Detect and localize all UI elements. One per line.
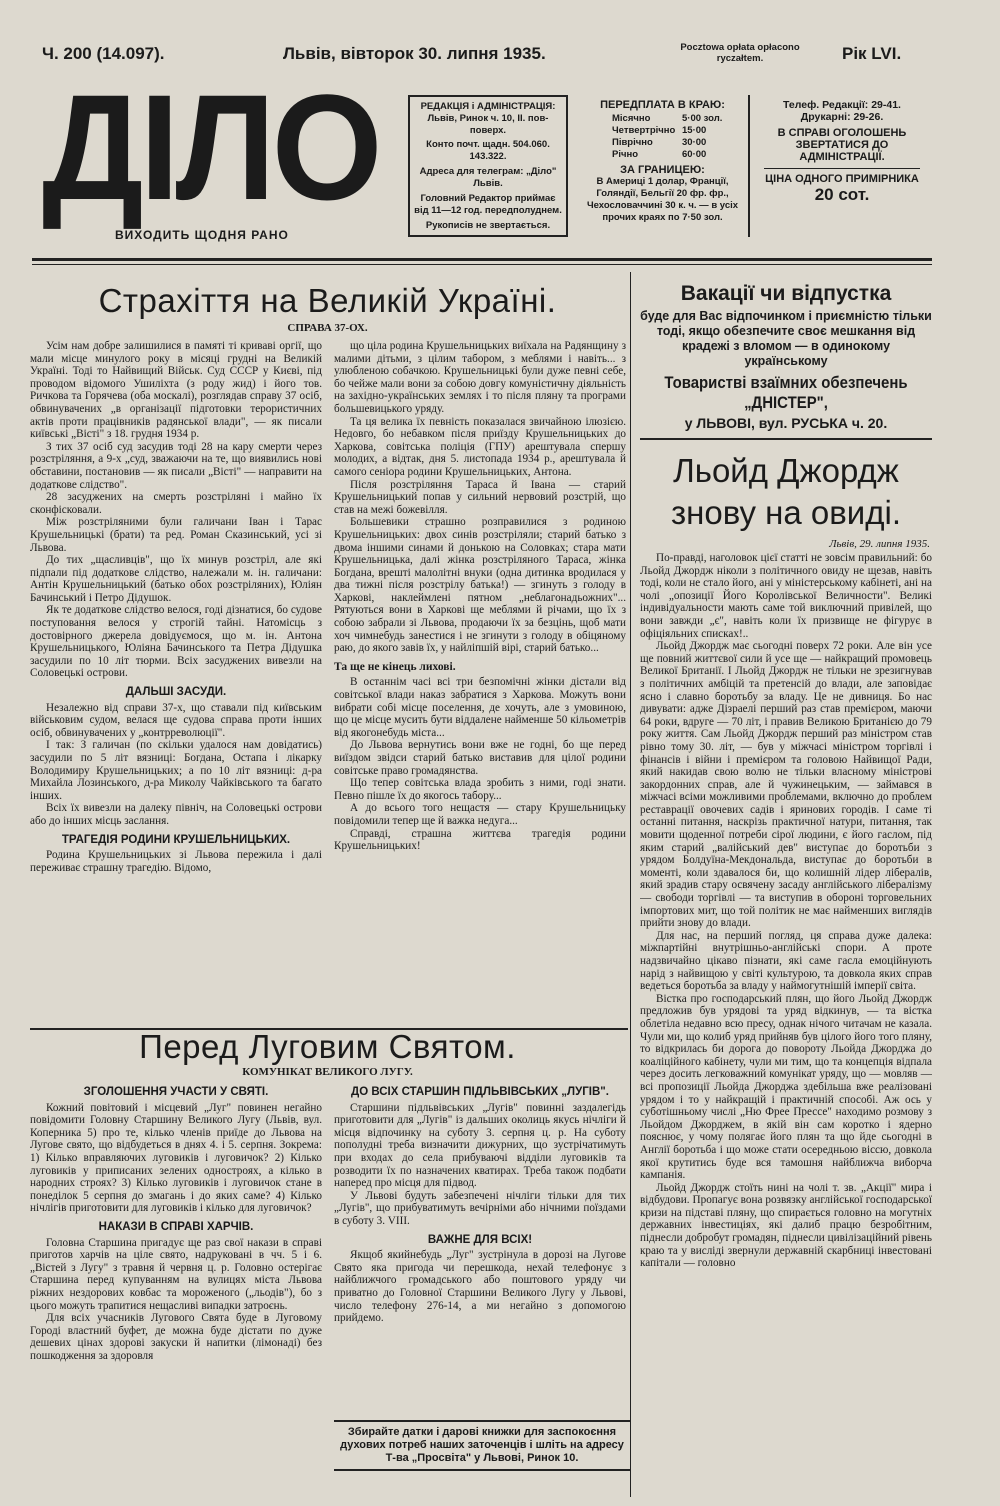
- subscription-row: [612, 149, 743, 161]
- telegram-address: Адреса для телеграм: „Діло" Львів.: [419, 166, 557, 189]
- subscription-period: Піврічно: [612, 137, 653, 148]
- newspaper-title: ДІЛО: [42, 63, 379, 231]
- address-floor: поверх.: [469, 125, 507, 136]
- subscription-row: [612, 113, 743, 125]
- phone-print: Друкарні: 29-26.: [800, 111, 884, 123]
- paragraph: що ціла родина Крушельницьких виїхала на Радянщину з малими дітьми, з цілим табором, з меблями і навіть... з улюбленою собачкою. Крушельницькі були дуже певні себе, бо чейже мали вони за собою довгу комуністичну діяльність на західно-українських землях і то після пляну та програми большевицького уряду.: [334, 340, 626, 415]
- paragraph: Між розстріляними були галичани Іван і Тарас Крушельницькі (брати) та ред. Роман Сказинський, усі зі Львова.: [30, 516, 322, 554]
- dateline: Львів, вівторок 30. липня 1935.: [283, 44, 546, 63]
- paragraph: Льойд Джордж стоїть нині на чолі т. зв. „Акції" мира і відбудови. Пропагує вона розвязку англійської господарської кризи на підставі пляну, що спирається головно на могутніх державних інвестиціях, які далиб працю безробітним, піднесли добробут громадян, піднесли цивілізаційний рівень краю та у вислідi звернули державній скарбниці інвестовані капітали — головно: [640, 1181, 932, 1270]
- paragraph: Як те додаткове слідство велося, годі дізнатися, бо судове поступовання велося у строгій тайні. Натомісць з достовірного джерела довідуємося, що м. ін. Антона Крушельницького, Юліяна Бачинського та Петра Дідушка засудили по 10 літ тюрми. Всіх засуджених вивезли на Соловецькі острови.: [30, 604, 322, 680]
- paragraph: Для нас, на перший погляд, ця справа дуже далека: міжпартійні внутрішньо-англійські спори. А проте надзвичайно цікаво пізнати, які саме гасла емоційнують нарід з найвищою у світі культурою, та довкола яких справ ведеться боротьба за владу у наймогутнішій імперії світа.: [640, 929, 932, 993]
- article2-col2-title: ДО ВСІХ СТАРШИН ПІДЛЬВІВСЬКИХ „ЛУГІВ".: [351, 1086, 609, 1098]
- article1-headline: Страхіття на Великій Україні.: [98, 282, 557, 319]
- article1-col1-body: [30, 340, 322, 680]
- paragraph: 28 засуджених на смерть розстріляні і майно їх сконфісковали.: [30, 491, 322, 516]
- postage-note: Pocztowa opłata opłacono ryczałtem.: [680, 42, 800, 64]
- paragraph: Що тепер совітська влада зробить з ними, годі знати. Певно пішле їх до якогось табору...: [334, 777, 626, 802]
- editor-hours: Головний Редактор приймає від 11—12 год. передполуднем.: [414, 193, 562, 216]
- paragraph: Льойд Джордж має сьогодні поверх 72 роки. Але він усе ще повний життєвої сили й усе ще — найкращий промовець Великої Британії. І Льойд Джордж не тільки не зрезигнував з політичних амбіцій та претенсій до влади, але заповідає ясно і славно боротьбу за владу. Це не дивниця. Бо нас дивувати: адже Дізраелі перший раз став премієром, маючи 64 роки, вдруге — 70 літ, і правив Великою Британією до 79 року життя. Сам Льойд Джордж перший раз міністром став рівно тому 30. літ, — був у міжчасі міністром торгівлі і фінансів і війни і премієром та головою Найвищої Ради, який накидав свою волю не тільки власному міністрові закордонних справ, але й чужинецьким, — займався в міжчасі всіми можливими проблемами, включно до проблем реставрації овочевих садів і яринових городів. І саме ті останні питання, наскрізь практичної натури, питання, так мовити щоденної потреби сірої людини, є його гаслом, під яким старий „валійський дев" виступає до боротьби з урядом Болдуїна-Мекдональда, виступає до боротьби в моменті, коли здавалося би, що колишній лідер лібералів, який зрадив стару освячену засаду англійського лібералізму — свободи торгівлі — та виступив в обороні торговельних імпортових мит, що той політик не має найменших виглядів прийти знову до влади.: [640, 640, 932, 930]
- paragraph: Справді, страшна життєва трагедія родини Крушельницьких!: [334, 827, 626, 853]
- subscription-rows: [612, 113, 743, 161]
- editorial-address: [412, 113, 564, 137]
- subscription-period: Річно: [612, 149, 639, 160]
- subscription-period: Місячно: [612, 113, 651, 124]
- paragraph: Незалежно від справи 37-х, що ставали під київським військовим судом, велася ще судова справа проти інших осіб, обвинувачених у „контрреволюції".: [30, 701, 322, 739]
- paragraph: По-правді, наголовок цієї статті не зовсім правильний: бо Льойд Джордж ніколи з політичного овиду не щезав, навіть тоді, коли не стало його, ані у міністерському кабінеті, ані на чолі „опозиції Його Королівської Величности". Великі індивідуальности мають саме той виключний привілей, що вони завжди „є", навіть коли їх призвище не фігурує в офіціяльних списках!..: [640, 552, 932, 640]
- konto-row: [412, 139, 564, 163]
- article1-col2-body: [334, 340, 626, 655]
- article2-col1-title2: НАКАЗИ В СПРАВІ ХАРЧІВ.: [98, 1220, 254, 1233]
- paragraph: Кожний повітовий і місцевий „Луг" повинен негайно повідомити Головну Старшину Великого Лугу (Львів, вул. Коперника 5) про те, кілько членів приїде до Львова на Лугове свято, що відбудеться в днях 4. і 5. серпня. Зокрема: 1) Кілько вправляючих луговиків і луговичок? 2) Кілько луговиків у приписаних зелених однострoях, а кілько в народних строях? 3) Кілько луговиків і луговичок стане в понеділок 5 серпня до змагань і до яких саме? 4) Кілько нічлігів приготовити для луговиків і кілько для луговичок?: [30, 1101, 322, 1215]
- phone-box: [752, 95, 932, 237]
- paragraph: І так: З галичан (по скільки удалося нам довідатись) засудили по 5 літ вязниці: Богдана, Остапа і лікарку Володимиру Крушельницьких; а по 10 літ вязниці: д-ра Михайла Лозинського, д-ра Миколу Чайківського та багато інших.: [30, 739, 322, 802]
- subscription-price: 15·00: [682, 125, 707, 136]
- article1-section3-body: [30, 849, 322, 874]
- abroad-title: ЗА ГРАНИЦЕЮ:: [620, 164, 705, 176]
- paragraph: Головна Старшина пригадує ще раз свої накази в справі приготов харчів на ціле свято, надруковані в чч. 5 і 6. „Вістей з Лугу" з травня й червня ц. р. Головно остерігає Старшина перед купуванням на вулицях міста Львова ріжних нездорових ковбас та мороженого („льодів"), бо з цього можуть трапитися нещасливі випадки затроєнь.: [30, 1236, 322, 1312]
- article2-col2: [334, 1080, 626, 1420]
- price-value: 20 сот.: [814, 185, 870, 204]
- subscription-row: [612, 125, 743, 137]
- paragraph: Родина Крушельницьких зі Львова пережила і далі переживає страшну трагедію. Відомо,: [30, 849, 322, 874]
- column-divider: [630, 272, 631, 1497]
- paragraph: В останнім часі всі три безпомічні жінки дістали від совітської влади наказ забратися з Харкова. Можуть вони вибрати собі місце поселення, де хочуть, але з умовиною, що це місце мусить бути віддалене найменше 50 кільометрів від якогонебудь міста...: [334, 676, 626, 739]
- article1-col1: [30, 340, 322, 1030]
- article1-col2-body-b: [334, 676, 626, 852]
- konto-label: Конто почт. щадн.: [426, 139, 511, 150]
- subscription-price: 5·00 зол.: [682, 113, 723, 124]
- insurance-ad-body: буде для Вас відпочинком і приємністю тільки тоді, якщо обезпечите своє мешкання від крадежі з вломом — в одинокому українському: [640, 309, 932, 368]
- subscription-price: 60·00: [682, 149, 707, 160]
- subscription-period: Четвертрічно: [612, 125, 676, 136]
- article2-col1-body2: [30, 1237, 322, 1363]
- paragraph: Всіх їх вивезли на далеку північ, на Соловецькі острови або до інших місць заслання.: [30, 802, 322, 827]
- volume-year: Рік LVI.: [842, 44, 902, 63]
- article3-paragraphs: [640, 552, 932, 1270]
- article1-section2-title: ДАЛЬШІ ЗАСУДИ.: [125, 686, 227, 699]
- paragraph: Якщоб якийнебудь „Луг" зустрінула в дорозі на Лугове Свято яка пригода чи перешкода, нехай телефонує з найближчого громадського або поштового уряду чи приватно до Головної Старшини Великого Лугу у Львові, число телефону 276-14, а ми негайно з допомогою прийдемо.: [334, 1249, 626, 1325]
- subscription-row: [612, 137, 743, 149]
- paragraph: Після розстріляння Тараса й Івана — старий Крушельницький попав у сильний нервовий розстрій, що став на межі божевілля.: [334, 478, 626, 516]
- article3-dateline: Львів, 29. липня 1935.: [829, 538, 930, 550]
- manuscripts-note: Рукописів не звертається.: [425, 220, 551, 231]
- subscription-title: ПЕРЕДПЛАТА В КРАЮ:: [600, 99, 725, 111]
- article2-col2-title2: ВАЖНЕ ДЛЯ ВСІХ!: [427, 1233, 533, 1246]
- issue-number: Ч. 200 (14.097).: [42, 44, 165, 63]
- paragraph: З тих 37 осіб суд засудив тоді 28 на кару смерти через розстріляння, а 9-х „суд, зважаючи на те, що виявились нові обставини, постановив — як писали „Вісті" — направити на додаткове слідство".: [30, 440, 322, 491]
- konto-numbers: 504.060. 143.322.: [469, 139, 550, 162]
- abroad-text: В Америці 1 долар, Франції, Голяндії, Бельгії 20 фр. фр., Чехословаччині 30 к. ч. — в усіх прочих краях по 7·50 зол.: [586, 176, 739, 223]
- paragraph: До Львова вернутись вони вже не годні, бо ще перед виїздом звідси старий батько виставив для цілої родини совітське право громадянства.: [334, 739, 626, 777]
- insurance-ad-address: у ЛЬВОВІ, вул. РУСЬКА ч. 20.: [684, 415, 888, 431]
- article3-body: [640, 552, 932, 1497]
- article1-section2-body: [30, 702, 322, 828]
- subscription-box: [580, 95, 745, 237]
- insurance-ad-company: Товаристві взаїмних обезпечень „ДНІСТЕР",: [664, 373, 908, 412]
- article3-headline: Льойд Джордж знову на овиді.: [670, 452, 901, 531]
- article2-col2-body2: [334, 1249, 626, 1325]
- article2-col2-body: [334, 1102, 626, 1228]
- article2-headline: Перед Луговим Святом.: [139, 1028, 516, 1065]
- paragraph: Большевики страшно розправилися з родиною Крушельницьких: двох синів розстріляли; старий батько з двома іншими синами й донькою на Соловках; стара мати Крушельницька, далі жінка розстріляного Тараса, жінка Богдана, врешті малолітні внуки (одна дитинка вродилася у два тижні після розстрілу батька!) — згинуть з голоду в Харкові, наклеймлені пятном „неблагонадьожних"... Рятуються вони в Харкові ще меблями й річами, що їх з собою забрали зі Львова, продаючи їх за безцінь, щоб мати хоч чимнебудь занестися і не згинути з голоду в обіцяному раю, до якого завів їх, у найліпшій вірі, старий батько...: [334, 516, 626, 655]
- article1-subhead: СПРАВА 37-ОХ.: [287, 322, 368, 334]
- paragraph: А до всього того нещастя — стару Крушельницьку повідомили тепер ще й важка недуга...: [334, 802, 626, 827]
- article2-subhead: КОМУНІКАТ ВЕЛИКОГО ЛУГУ.: [242, 1066, 413, 1078]
- prosvita-ad: Збирайте датки і дарові книжки для заспокоєння духових потреб наших заточенців і шліть на адресу Т-ва „Просвіта" у Львові, Ринок 10.: [334, 1420, 630, 1471]
- article2-col1: [30, 1080, 322, 1500]
- paragraph: Та ця велика їх певність показалася звичайною ілюзією. Недовго, бо небавком після приїзду Крушельницьких до Харкова, совітська поліція (ГПУ) арештувала спершу молодих, а відтак, дня 5. листопада 1934 р., арештувала й самого сеніора родини Крушельницьких, Антона.: [334, 415, 626, 478]
- editorial-label: РЕДАКЦІЯ і АДМІНІСТРАЦІЯ:: [420, 101, 556, 112]
- article2-col1-title: ЗГОЛОШЕННЯ УЧАСТИ У СВЯТІ.: [83, 1086, 269, 1098]
- masthead-divider: [748, 95, 750, 237]
- price-label: ЦІНА ОДНОГО ПРИМІРНИКА: [765, 173, 919, 185]
- masthead-rule-bottom: [32, 264, 932, 265]
- editorial-box: [408, 95, 568, 237]
- insurance-ad: [640, 282, 932, 431]
- address-line: Львів, Ринок ч. 10, II. пов-: [427, 113, 549, 124]
- masthead-rule-top: [32, 258, 932, 261]
- paragraph: Усім нам добре залишилися в памяті ті криваві оргії, що мали місце минулого року в місяці грудні на Великій Україні. Тоді то Найвищий Військ. Суд СССР у Києві, під проводом відомого Ушиліхта (з роду жид) і його тов. Ричкова та Горячева (оба москалі), розглядав справу 37 осіб, обвинувачених „в організації підготовки терористичних актів проти працівників радянської влади", — як писали київські „Вісті" з 18. грудня 1934 р.: [30, 340, 322, 441]
- article2-col1-body: [30, 1102, 322, 1215]
- article1-col2-section-title: Та ще не кінець лихові.: [334, 660, 456, 673]
- article1-section3-title: ТРАГЕДІЯ РОДИНИ КРУШЕЛЬНИЦЬКИХ.: [61, 833, 291, 846]
- paragraph: Старшини підльвівських „Лугів" повинні заздалегідь приготовити для „Лугів" із дальших околиць якусь нічліги й місця відпочинку на суботу 3. серпня ц. р. На суботу пополудні треба визначити дижурних, що зустрічатимуть при входах до села прибуваючі відділи луговиків та розводити їх по назначених кватирах. Треба також подбати наперед про місця для підвод.: [334, 1101, 626, 1190]
- paragraph: Вістка про господарський плян, що його Льойд Джордж предложив був урядові та уряд відкинув, — та вістка облетіла недавно всю пресу, однак нічого читачам не казала. Чули ми, що колиб уряд прийняв був цілого його того пляну, то відкрилась би дорога до повороту Льойда Джорджа до коаліційного кабінету, чули ми тим, що та концепція відпала через досить легковажний комунікат уряду, що — мовляв — всі пропозиції Льойда Джорджа здебільша вже реалізовані урядом і то у найкращій і практичній способі. Аж ось у суботішньому числі „Ню Фрее Прессе" находимо розмову з Льойдом Джорджем, в якій він сам коротко і ядерно пояснює, у чому полягає його плян та що йде сьогодні в Англії боротьба і що може стати осередньою віссю, довкола якої крутитись буде вся тамошня найближча виборча кампанія.: [640, 992, 932, 1182]
- ads-notice: В СПРАВІ ОГОЛОШЕНЬ ЗВЕРТАТИСЯ ДО АДМІНІСТРАЦІЇ.: [777, 127, 907, 163]
- paragraph: Для всіх учасників Лугового Свята буде в Луговому Городі властний буфет, де можна буде дістати по дуже дешевих цінах здорові закуски й напитки (лімонаді) без пошкодження за здоровля: [30, 1312, 322, 1362]
- subscription-price: 30·00: [682, 137, 707, 148]
- ad-rule: [640, 438, 932, 440]
- paragraph: У Львові будуть забезпечені нічліги тільки для тих „Лугів", що прибуватимуть вечірніми або нічними поїздами в суботу 3. VIII.: [334, 1189, 626, 1227]
- article1-col2: [334, 340, 626, 1030]
- phone-editorial: Телеф. Редакції: 29-41.: [783, 99, 901, 111]
- paragraph: До тих „щасливців", що їх минув розстріл, але які підпали під додаткове слідство, належали м. ін. галичани: Антін Крушельницький (батько обох розстріляних), Юліян Бачинський і Петро Дідушок.: [30, 554, 322, 604]
- tagline: ВИХОДИТЬ ЩОДНЯ РАНО: [115, 228, 289, 242]
- insurance-ad-title: Вакації чи відпустка: [680, 282, 892, 305]
